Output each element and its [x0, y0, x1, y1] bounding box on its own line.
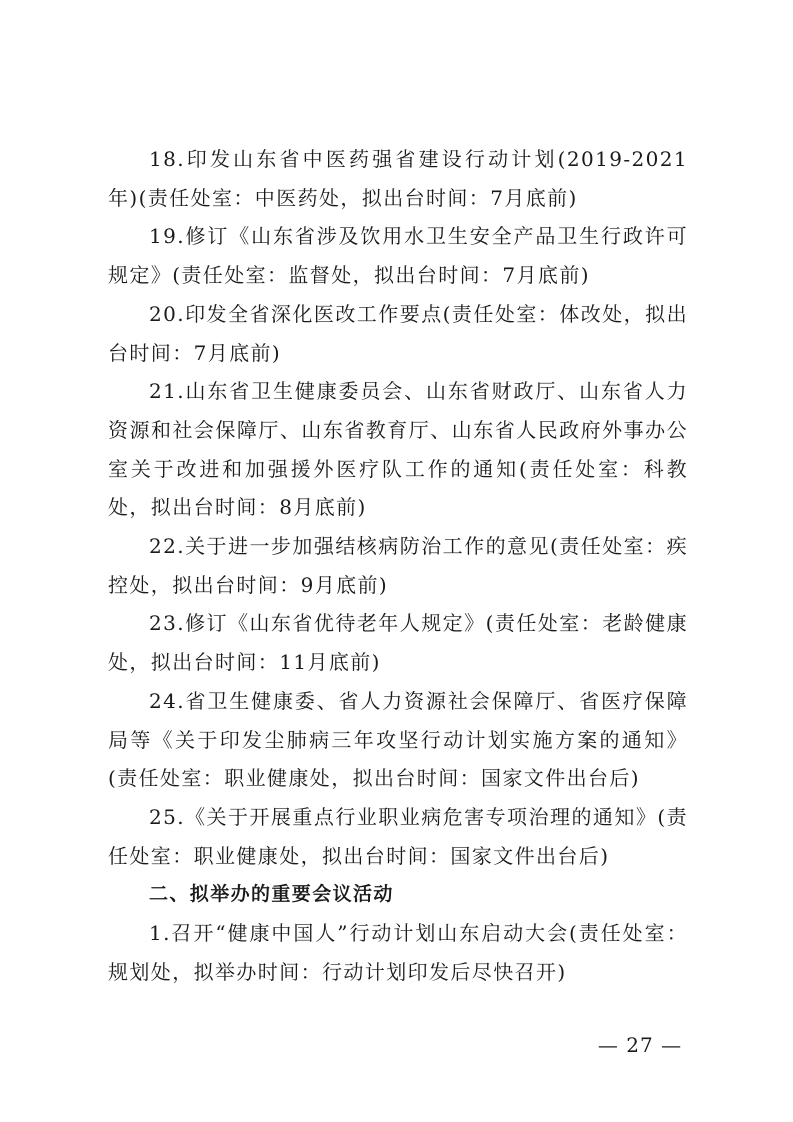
list-item-18: 18.印发山东省中医药强省建设行动计划(2019-2021年)(责任处室：中医药处，拟出台时间：7月底前)	[108, 147, 688, 210]
list-item-22: 22.关于进一步加强结核病防治工作的意见(责任处室：疾控处，拟出台时间：9月底前)	[108, 534, 688, 597]
document-body	[108, 140, 688, 991]
list-item-25: 25.《关于开展重点行业职业病危害专项治理的通知》(责任处室：职业健康处，拟出台时间：国家文件出台后)	[108, 804, 688, 868]
list-item-20: 20.印发全省深化医改工作要点(责任处室：体改处，拟出台时间：7月底前)	[108, 301, 688, 365]
list-item-23: 23.修订《山东省优待老年人规定》(责任处室：老龄健康处，拟出台时间：11月底前)	[108, 611, 688, 675]
list-item-19: 19.修订《山东省涉及饮用水卫生安全产品卫生行政许可规定》(责任处室：监督处，拟出台时间：7月底前)	[108, 224, 688, 288]
page-number: — 27 —	[597, 1033, 683, 1057]
section-heading: 二、拟举办的重要会议活动	[149, 883, 394, 906]
list-item-24: 24.省卫生健康委、省人力资源社会保障厅、省医疗保障局等《关于印发尘肺病三年攻坚行动计划实施方案的通知》(责任处室：职业健康处，拟出台时间：国家文件出台后)	[108, 688, 688, 791]
section-item-1: 1.召开“健康中国人”行动计划山东启动大会(责任处室：规划处，拟举办时间：行动计划印发后尽快召开)	[108, 921, 688, 984]
list-item-21: 21.山东省卫生健康委员会、山东省财政厅、山东省人力资源和社会保障厅、山东省教育厅、山东省人民政府外事办公室关于改进和加强援外医疗队工作的通知(责任处室：科教处，拟出台时间：8月底前)	[108, 379, 688, 520]
